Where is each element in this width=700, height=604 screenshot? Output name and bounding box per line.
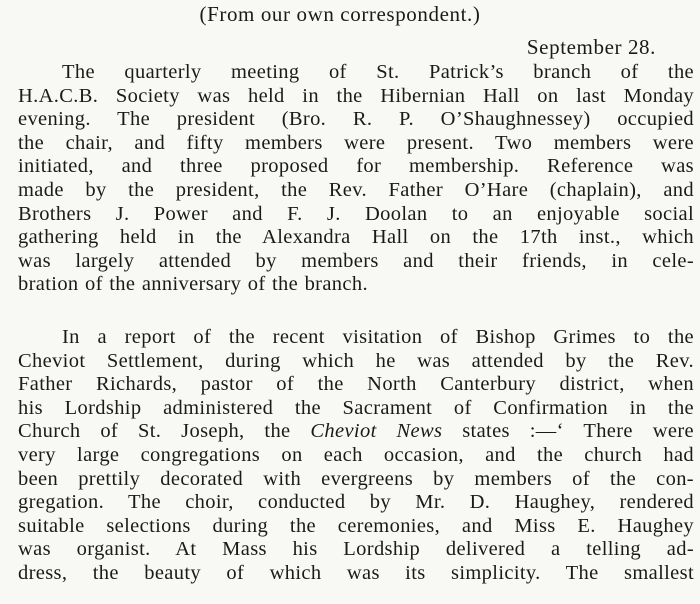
text-line: was largely attended by members and their friends, in cele- bbox=[18, 249, 694, 272]
text-line: Cheviot Settlement, during which he was attended by the Rev. bbox=[18, 349, 694, 372]
text-line: been prettily decorated with evergreens by members of the con- bbox=[18, 467, 694, 490]
paragraph-bishop-visitation bbox=[18, 326, 694, 586]
text-line: made by the president, the Rev. Father O’Hare (chaplain), and bbox=[18, 178, 694, 201]
text-line: Brothers J. Power and F. J. Doolan to an enjoyable social bbox=[18, 202, 694, 225]
text-line: Father Richards, pastor of the North Canterbury district, when bbox=[18, 373, 694, 396]
text-line: initiated, and three proposed for membership. Reference was bbox=[18, 155, 694, 178]
text-segment: states :—‘ There were bbox=[442, 420, 694, 443]
text-line: H.A.C.B. Society was held in the Hibernian Hall on last Monday bbox=[18, 84, 694, 107]
text-line-with-publication bbox=[18, 420, 694, 444]
byline: (From our own correspondent.) bbox=[199, 2, 481, 26]
dateline: September 28. bbox=[526, 35, 656, 59]
text-line: bration of the anniversary of the branch. bbox=[18, 273, 368, 296]
text-line: was organist. At Mass his Lordship delivered a telling ad- bbox=[18, 538, 694, 561]
text-line: gathering held in the Alexandra Hall on the 17th inst., which bbox=[18, 226, 694, 249]
text-line: dress, the beauty of which was its simplicity. The smallest bbox=[18, 561, 694, 584]
text-line: The quarterly meeting of St. Patrick’s branch of the bbox=[62, 61, 694, 83]
text-line: gregation. The choir, conducted by Mr. D. Haughey, rendered bbox=[18, 491, 694, 514]
text-line: In a report of the recent visitation of Bishop Grimes to the bbox=[62, 326, 694, 348]
text-line: suitable selections during the ceremonies, and Miss E. Haughey bbox=[18, 514, 694, 537]
paragraph-hacb-meeting bbox=[18, 61, 694, 297]
text-segment: Church of St. Joseph, the bbox=[18, 420, 311, 443]
text-line: evening. The president (Bro. R. P. O’Shaughnessey) occupied bbox=[18, 108, 694, 131]
publication-name: Cheviot News bbox=[310, 420, 443, 443]
text-line: the chair, and fifty members were present. Two members were bbox=[18, 131, 694, 154]
text-line: very large congregations on each occasion, and the church had bbox=[18, 443, 694, 466]
text-line: his Lordship administered the Sacrament of Confirmation in the bbox=[18, 396, 694, 419]
